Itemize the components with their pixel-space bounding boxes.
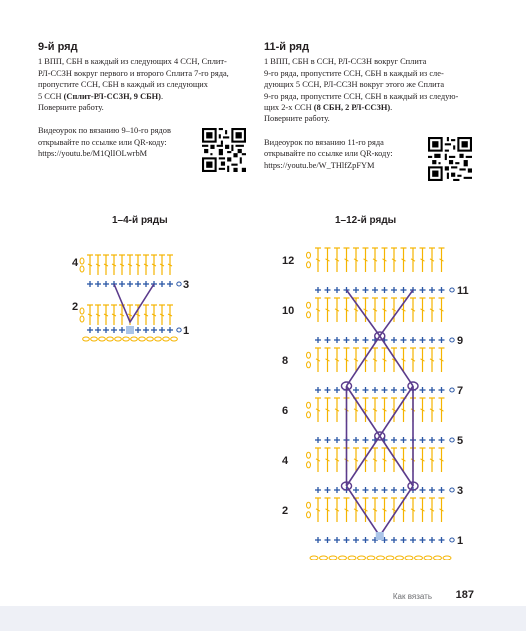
turning-chain	[80, 258, 84, 264]
chain-stitch	[163, 337, 170, 341]
row-number-label: 6	[282, 405, 289, 417]
row-9-heading: 9-й ряд	[38, 41, 78, 53]
diagram-title-left: 1–4-й ряды	[112, 215, 168, 226]
row-number-label: 11	[457, 285, 469, 297]
text-line: 9-го ряда, пропустите ССН, СБН в каждый из сле-	[264, 68, 444, 78]
text-line: Поверните работу.	[264, 114, 330, 124]
turning-chain	[450, 488, 454, 492]
video-link[interactable]: https://youtu.be/W_THlfZpFYM	[264, 160, 375, 170]
turning-chain	[307, 302, 311, 308]
text-line: РЛ-ССЗН вокруг первого и второго Сплита 7-го ряда,	[38, 68, 229, 78]
chain-stitch	[123, 337, 130, 341]
row-number-label: 2	[282, 505, 289, 517]
text-line: пропустите ССН, СБН в каждый из следующих	[38, 80, 208, 90]
chain-stitch	[339, 556, 347, 560]
chain-stitch	[91, 337, 98, 341]
row-number-label: 5	[457, 435, 464, 447]
turning-chain	[307, 312, 311, 318]
row-number-label: 12	[282, 255, 295, 267]
row-9-instructions	[38, 56, 250, 113]
chain-stitch	[367, 556, 375, 560]
turning-chain	[307, 452, 311, 458]
row-number-label: 3	[457, 485, 464, 497]
row-number-label: 9	[457, 335, 464, 347]
turning-chain	[80, 266, 84, 272]
chain-stitch	[99, 337, 106, 341]
turning-chain	[177, 282, 181, 286]
crochet-diagram-rows-1-12	[280, 240, 480, 560]
row-number-label: 10	[282, 305, 295, 317]
turning-chain	[307, 402, 311, 408]
chain-stitch	[396, 556, 404, 560]
turning-chain	[307, 412, 311, 418]
turning-chain	[450, 538, 454, 542]
text-line: Видеоурок по вязанию 9–10-го рядов	[38, 126, 171, 136]
text-line: 1 ВПП, СБН в ССН, РЛ-ССЗН вокруг Сплита	[264, 57, 427, 67]
marker-square	[126, 326, 134, 334]
chain-stitch	[424, 556, 432, 560]
chain-stitch	[358, 556, 366, 560]
text-line-bold-mix: щих 2-х ССН (8 СБН, 2 РЛ-ССЗН).	[264, 103, 393, 113]
chain-stitch	[115, 337, 122, 341]
text-line: открывайте по ссылке или QR-коду:	[264, 149, 393, 159]
turning-chain	[307, 512, 311, 518]
turning-chain	[80, 316, 84, 322]
marker-square	[376, 532, 384, 540]
chain-stitch	[83, 337, 90, 341]
qr-code-icon[interactable]	[202, 128, 246, 172]
turning-chain	[307, 462, 311, 468]
chain-stitch	[171, 337, 178, 341]
row-number-label: 1	[457, 535, 464, 547]
row-number-label: 4	[72, 257, 79, 269]
turning-chain	[450, 338, 454, 342]
turning-chain	[80, 308, 84, 314]
turning-chain	[450, 388, 454, 392]
chain-stitch	[139, 337, 146, 341]
turning-chain	[307, 362, 311, 368]
chain-stitch	[377, 556, 385, 560]
text-line: Видеоурок по вязанию 11-го ряда	[264, 137, 384, 147]
chain-stitch	[155, 337, 162, 341]
text-line: 1 ВПП, СБН в каждый из следующих 4 ССН, Сплит-	[38, 57, 227, 67]
row-number-label: 7	[457, 385, 464, 397]
chain-stitch	[320, 556, 328, 560]
turning-chain	[450, 438, 454, 442]
diagram-title-right: 1–12-й ряды	[335, 215, 397, 226]
chain-stitch	[443, 556, 451, 560]
footer-section: Как вязать	[392, 592, 432, 601]
chain-stitch	[415, 556, 423, 560]
row-number-label: 3	[183, 279, 190, 291]
chain-stitch	[405, 556, 413, 560]
crochet-diagram-rows-1-4	[70, 240, 230, 350]
chain-stitch	[434, 556, 442, 560]
row-11-heading: 11-й ряд	[264, 41, 310, 53]
row-number-label: 4	[282, 455, 289, 467]
text-line-bold-mix: 5 ССН (Сплит-РЛ-ССЗН, 9 СБН).	[38, 91, 164, 101]
chain-stitch	[329, 556, 337, 560]
chain-stitch	[147, 337, 154, 341]
text-line: 9-го ряда, пропустите ССН, СБН в каждый из следую-	[264, 91, 459, 101]
chain-stitch	[348, 556, 356, 560]
row-number-label: 2	[72, 301, 79, 313]
chain-stitch	[310, 556, 318, 560]
turning-chain	[177, 328, 181, 332]
chain-stitch	[107, 337, 114, 341]
chain-stitch	[386, 556, 394, 560]
video-link[interactable]: https://youtu.be/M1QlIOLwrbM	[38, 149, 148, 159]
chain-stitch	[131, 337, 138, 341]
turning-chain	[307, 262, 311, 268]
turning-chain	[450, 288, 454, 292]
page-number: 187	[455, 589, 474, 601]
turning-chain	[307, 252, 311, 258]
text-line: открывайте по ссылке или QR-коду:	[38, 137, 167, 147]
footer-band	[0, 606, 526, 631]
row-number-label: 8	[282, 355, 289, 367]
qr-code-icon[interactable]	[428, 137, 472, 181]
text-line: дующих 5 ССН, РЛ-ССЗН вокруг этого же Сплита	[264, 80, 445, 90]
row-number-label: 1	[183, 325, 190, 337]
turning-chain	[307, 352, 311, 358]
text-line: Поверните работу.	[38, 103, 104, 113]
split-stitch	[114, 284, 154, 322]
row-11-instructions	[264, 56, 486, 124]
turning-chain	[307, 502, 311, 508]
